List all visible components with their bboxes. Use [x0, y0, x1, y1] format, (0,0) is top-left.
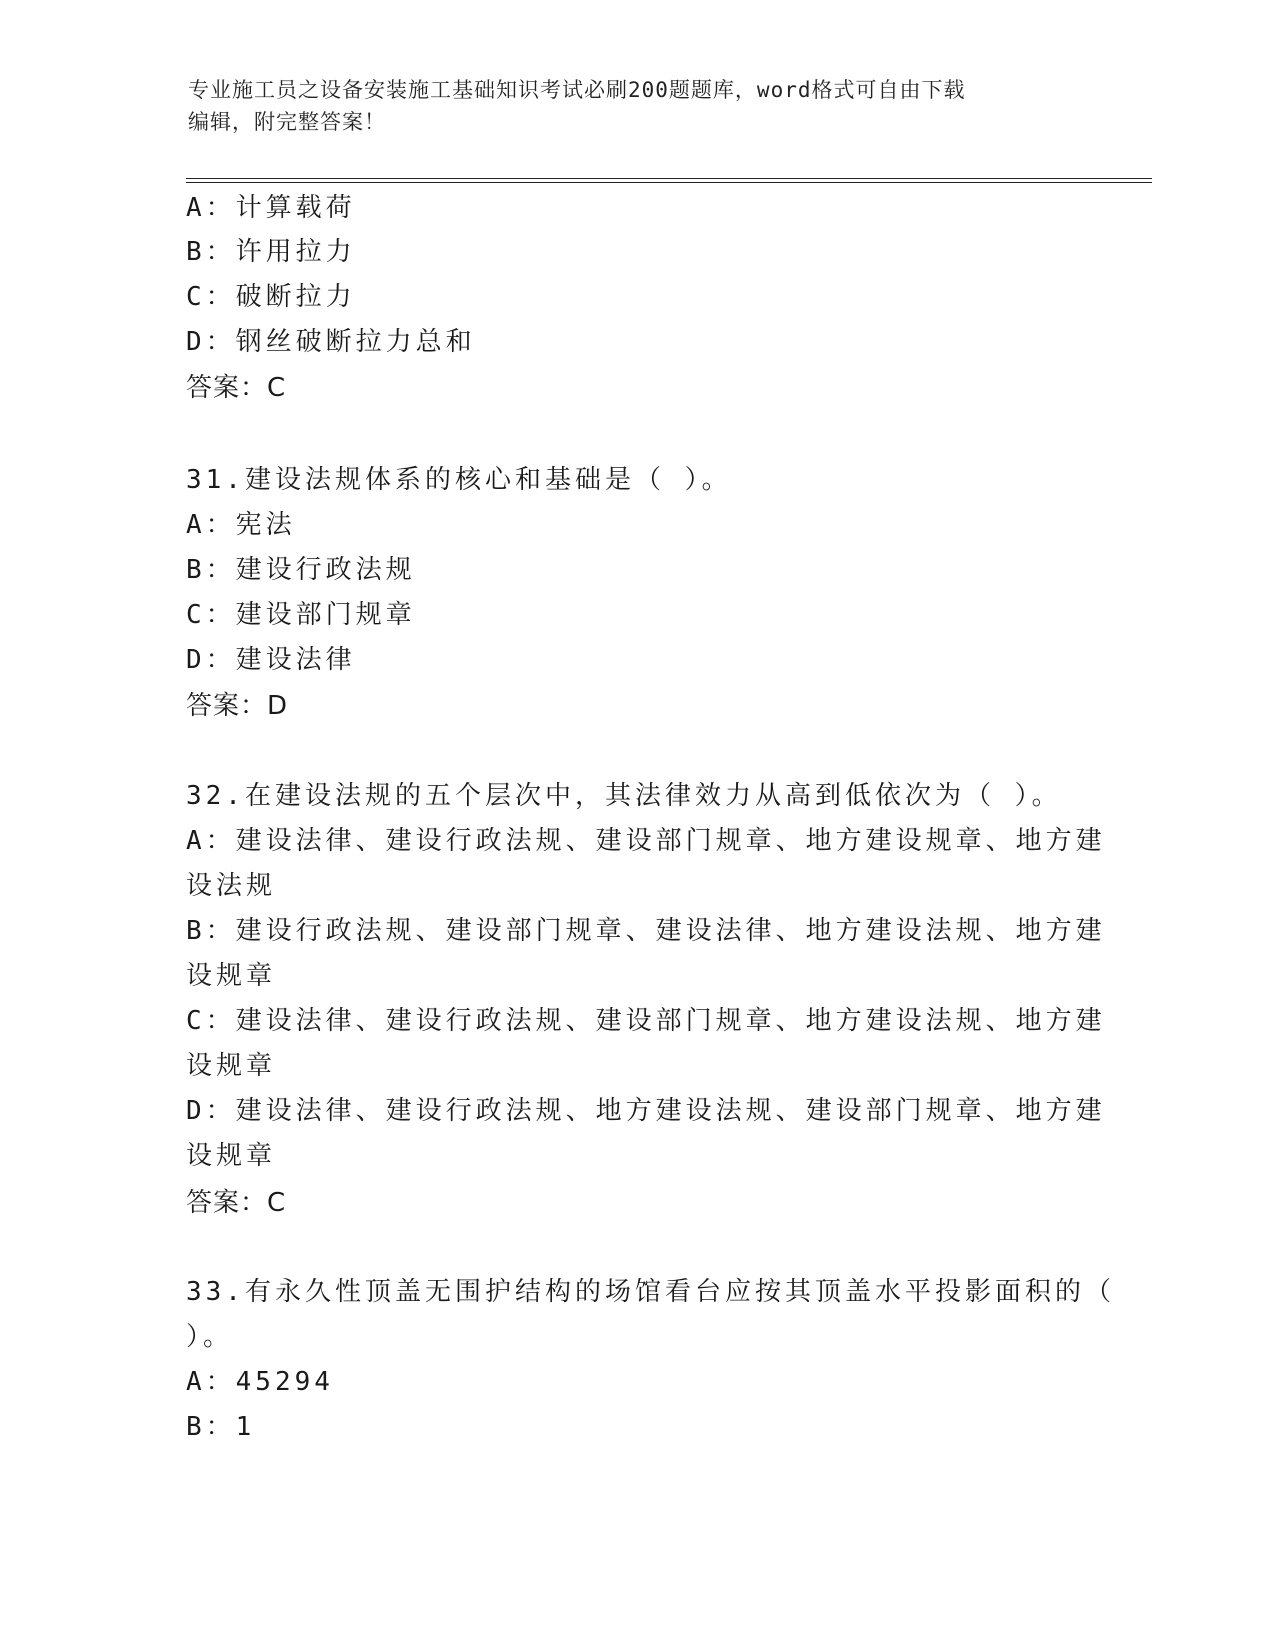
q32-option-a-cont: 设法规 — [186, 871, 277, 901]
q31-answer: 答案：D — [186, 691, 289, 721]
header-rule-top — [186, 178, 1152, 179]
option-c-line: C：破断拉力 — [186, 282, 356, 312]
q31-option-d: D：建设法律 — [186, 645, 356, 675]
question-31-text: 31.建设法规体系的核心和基础是（ ）。 — [186, 465, 732, 495]
question-33-text-cont: ）。 — [186, 1322, 234, 1352]
header-title-line-2: 编辑，附完整答案！ — [188, 110, 386, 134]
q32-option-b: B：建设行政法规、建设部门规章、建设法律、地方建设法规、地方建 — [186, 916, 1106, 946]
q32-option-d: D：建设法律、建设行政法规、地方建设法规、建设部门规章、地方建 — [186, 1096, 1106, 1126]
header-rule-bottom — [186, 182, 1152, 183]
option-b-line: B：许用拉力 — [186, 237, 356, 267]
q33-option-b: B：1 — [186, 1412, 256, 1442]
q32-option-a: A：建设法律、建设行政法规、建设部门规章、地方建设规章、地方建 — [186, 826, 1106, 856]
q32-option-d-cont: 设规章 — [186, 1141, 277, 1171]
header-title-line-1: 专业施工员之设备安装施工基础知识考试必刷200题题库，word格式可自由下载 — [188, 78, 966, 102]
q31-option-b: B：建设行政法规 — [186, 555, 416, 585]
q31-option-a: A：宪法 — [186, 510, 296, 540]
document-header — [188, 74, 1068, 138]
q32-answer: 答案：C — [186, 1188, 287, 1218]
question-32-text: 32.在建设法规的五个层次中，其法律效力从高到低依次为（ ）。 — [186, 781, 1062, 811]
question-33-text: 33.有永久性顶盖无围护结构的场馆看台应按其顶盖水平投影面积的（ — [186, 1277, 1115, 1307]
q33-option-a: A：45294 — [186, 1367, 334, 1397]
q32-option-b-cont: 设规章 — [186, 961, 277, 991]
answer-line: 答案：C — [186, 373, 287, 403]
option-d-line: D：钢丝破断拉力总和 — [186, 327, 476, 357]
q32-option-c: C：建设法律、建设行政法规、建设部门规章、地方建设法规、地方建 — [186, 1006, 1106, 1036]
q31-option-c: C：建设部门规章 — [186, 600, 416, 630]
q32-option-c-cont: 设规章 — [186, 1051, 277, 1081]
option-a-line: A：计算载荷 — [186, 193, 356, 223]
